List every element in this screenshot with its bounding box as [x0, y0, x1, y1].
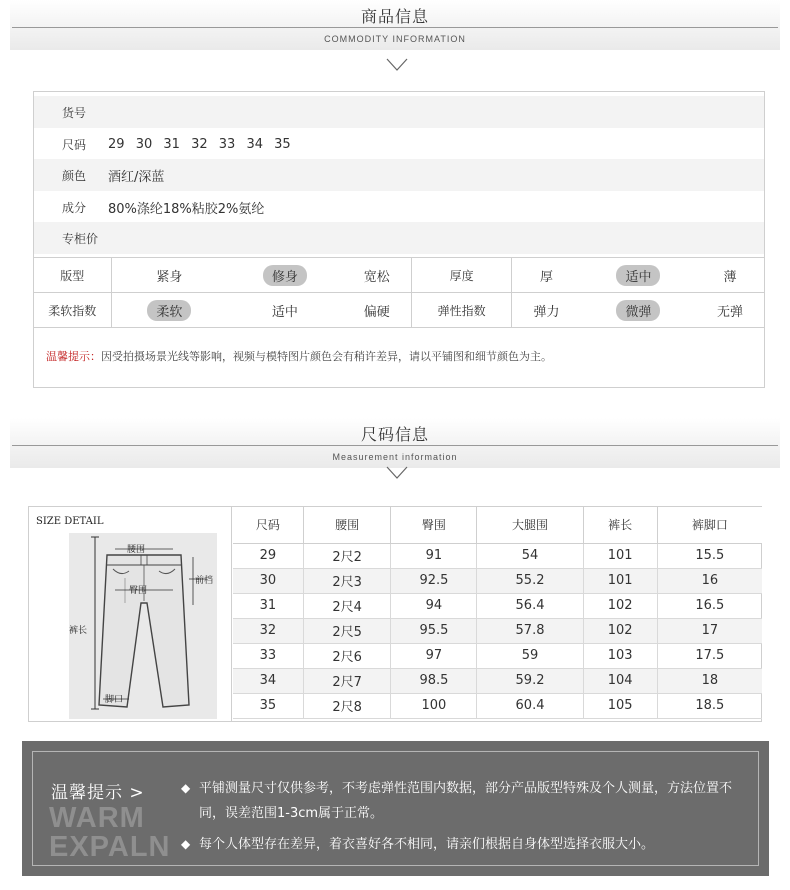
fit-option: 紧身 — [156, 269, 183, 285]
attribute-row-fit — [34, 258, 764, 293]
table-row — [233, 543, 762, 568]
table-cell: 32 — [233, 618, 303, 643]
col-size: 尺码 — [233, 507, 303, 543]
thickness-option: 厚 — [540, 269, 554, 285]
measurement-title: 尺码信息 — [360, 425, 429, 444]
table-cell: 97 — [391, 643, 477, 668]
thickness-option-cell — [512, 258, 581, 293]
table-cell: 30 — [233, 568, 303, 593]
table-cell: 35 — [233, 693, 303, 718]
table-cell: 15.5 — [657, 543, 762, 568]
color-label: 颜色 — [62, 168, 87, 183]
col-waist: 腰围 — [303, 507, 391, 543]
warm-note-2-text: 每个人体型存在差异，着衣喜好各不相同，请亲们根据自身体型选择衣服大小。 — [199, 837, 655, 852]
table-cell: 91 — [391, 543, 477, 568]
chevron-down-icon — [386, 466, 408, 480]
table-cell: 2尺8 — [303, 693, 391, 718]
size-detail-box — [28, 506, 762, 722]
attribute-row-softness — [34, 293, 764, 328]
warm-tips-title: 温馨提示 > — [51, 783, 145, 803]
warm-note-1 — [181, 776, 741, 826]
table-cell: 59 — [477, 643, 583, 668]
warm-notes — [181, 776, 741, 857]
softness-option-cell — [227, 293, 342, 328]
commodity-title: 商品信息 — [360, 7, 429, 26]
table-cell: 54 — [477, 543, 583, 568]
diagram-label-hem: 脚口 — [105, 695, 124, 705]
fit-label: 版型 — [34, 258, 111, 293]
size-row — [34, 128, 764, 160]
header-rule — [12, 27, 778, 28]
col-length: 裤长 — [583, 507, 657, 543]
warm-watermark-line1: WARM — [49, 802, 145, 834]
table-cell: 18 — [657, 668, 762, 693]
item-no-label: 货号 — [62, 105, 87, 120]
color-tip-text: 因受拍摄场景光线等影响，视频与模特图片颜色会有稍许差异，请以平铺图和细节颜色为主。 — [101, 350, 552, 363]
softness-option-cell — [111, 293, 227, 328]
table-cell: 101 — [583, 543, 657, 568]
table-cell: 2尺2 — [303, 543, 391, 568]
commodity-subtitle: COMMODITY INFORMATION — [324, 34, 466, 44]
softness-option-cell — [342, 293, 411, 328]
size-table-header-row — [233, 507, 762, 543]
warm-note-1-text: 平铺测量尺寸仅供参考，不考虑弹性范围内数据，部分产品版型特殊及个人测量，方法位置不同，误差范围1-3cm属于正常。 — [199, 781, 733, 821]
warm-tips-panel — [22, 741, 769, 876]
diagram-label-rise: 前档 — [195, 576, 214, 586]
elasticity-option: 无弹 — [716, 304, 743, 320]
table-cell: 33 — [233, 643, 303, 668]
price-row — [34, 222, 764, 254]
size-value: 33 — [218, 136, 236, 152]
softness-option: 适中 — [271, 304, 298, 320]
item-no-row — [34, 96, 764, 128]
pants-diagram-icon — [69, 533, 217, 719]
col-thigh: 大腿围 — [477, 507, 583, 543]
table-row — [233, 643, 762, 668]
col-hem: 裤脚口 — [657, 507, 762, 543]
softness-label: 柔软指数 — [34, 293, 111, 328]
size-value: 35 — [274, 136, 291, 152]
color-tip — [46, 348, 552, 364]
color-value: 酒红/深蓝 — [108, 169, 165, 185]
size-value: 34 — [246, 136, 263, 152]
table-cell: 2尺5 — [303, 618, 391, 643]
table-cell: 18.5 — [657, 693, 762, 718]
table-cell: 100 — [391, 693, 477, 718]
diagram-label-length: 裤长 — [69, 626, 88, 636]
warm-watermark-line2: EXPALN — [49, 831, 171, 863]
table-cell: 102 — [583, 593, 657, 618]
fit-option-cell — [111, 258, 227, 293]
table-cell: 94 — [391, 593, 477, 618]
thickness-option-cell — [581, 258, 696, 293]
table-row — [233, 693, 762, 718]
table-cell: 17.5 — [657, 643, 762, 668]
thickness-option-selected: 适中 — [616, 265, 660, 286]
table-cell: 2尺6 — [303, 643, 391, 668]
table-row — [233, 668, 762, 693]
thickness-option: 薄 — [723, 269, 737, 285]
attribute-table — [34, 257, 764, 328]
table-cell: 95.5 — [391, 618, 477, 643]
color-row — [34, 159, 764, 191]
table-cell: 92.5 — [391, 568, 477, 593]
elasticity-label: 弹性指数 — [412, 293, 512, 328]
table-cell: 103 — [583, 643, 657, 668]
size-detail-title: SIZE DETAIL — [36, 516, 104, 527]
price-label: 专柜价 — [62, 231, 99, 246]
material-row — [34, 191, 764, 223]
softness-option-selected: 柔软 — [147, 300, 191, 321]
size-figure — [29, 507, 232, 721]
table-cell: 17 — [657, 618, 762, 643]
size-value: 30 — [135, 136, 153, 152]
table-cell: 2尺7 — [303, 668, 391, 693]
material-value: 80%涤纶18%粘胶2%氨纶 — [108, 201, 265, 217]
elasticity-option-cell — [512, 293, 581, 328]
table-cell: 16 — [657, 568, 762, 593]
table-cell: 31 — [233, 593, 303, 618]
measurement-subtitle: Measurement information — [332, 452, 458, 462]
table-cell: 102 — [583, 618, 657, 643]
elasticity-option-cell — [581, 293, 696, 328]
col-hip: 臀围 — [391, 507, 477, 543]
table-cell: 56.4 — [477, 593, 583, 618]
warm-watermark — [49, 804, 170, 862]
table-cell: 105 — [583, 693, 657, 718]
diagram-label-waist: 腰围 — [127, 545, 146, 555]
table-row — [233, 593, 762, 618]
thickness-option-cell — [696, 258, 764, 293]
table-cell: 34 — [233, 668, 303, 693]
table-cell: 57.8 — [477, 618, 583, 643]
table-cell: 55.2 — [477, 568, 583, 593]
header-rule — [12, 445, 778, 446]
table-cell: 104 — [583, 668, 657, 693]
diagram-label-hip: 臀围 — [129, 586, 148, 596]
table-cell: 98.5 — [391, 668, 477, 693]
commodity-info-box — [33, 91, 765, 388]
table-cell: 16.5 — [657, 593, 762, 618]
color-tip-label: 温馨提示： — [46, 350, 101, 363]
thickness-label: 厚度 — [412, 258, 512, 293]
size-value: 31 — [163, 136, 180, 152]
size-value: 29 — [108, 136, 125, 152]
fit-option-cell — [227, 258, 342, 293]
warm-tips-frame — [32, 751, 759, 866]
table-cell: 59.2 — [477, 668, 583, 693]
table-cell: 2尺3 — [303, 568, 391, 593]
table-cell: 2尺4 — [303, 593, 391, 618]
size-label: 尺码 — [62, 137, 87, 152]
table-cell: 60.4 — [477, 693, 583, 718]
softness-option: 偏硬 — [363, 304, 390, 320]
chevron-down-icon — [386, 58, 408, 72]
fit-option-selected: 修身 — [263, 265, 307, 286]
elasticity-option: 弹力 — [533, 304, 560, 320]
size-value: 32 — [191, 136, 208, 152]
table-row — [233, 568, 762, 593]
table-row — [233, 618, 762, 643]
material-label: 成分 — [62, 200, 87, 215]
size-values — [108, 137, 298, 152]
diamond-bullet-icon: ◆ — [181, 837, 191, 851]
elasticity-option-selected: 微弹 — [616, 300, 660, 321]
table-cell: 29 — [233, 543, 303, 568]
fit-option: 宽松 — [363, 269, 390, 285]
warm-note-2 — [181, 832, 741, 857]
table-cell: 101 — [583, 568, 657, 593]
elasticity-option-cell — [696, 293, 764, 328]
diamond-bullet-icon: ◆ — [181, 781, 191, 795]
size-table — [233, 507, 762, 719]
fit-option-cell — [342, 258, 411, 293]
